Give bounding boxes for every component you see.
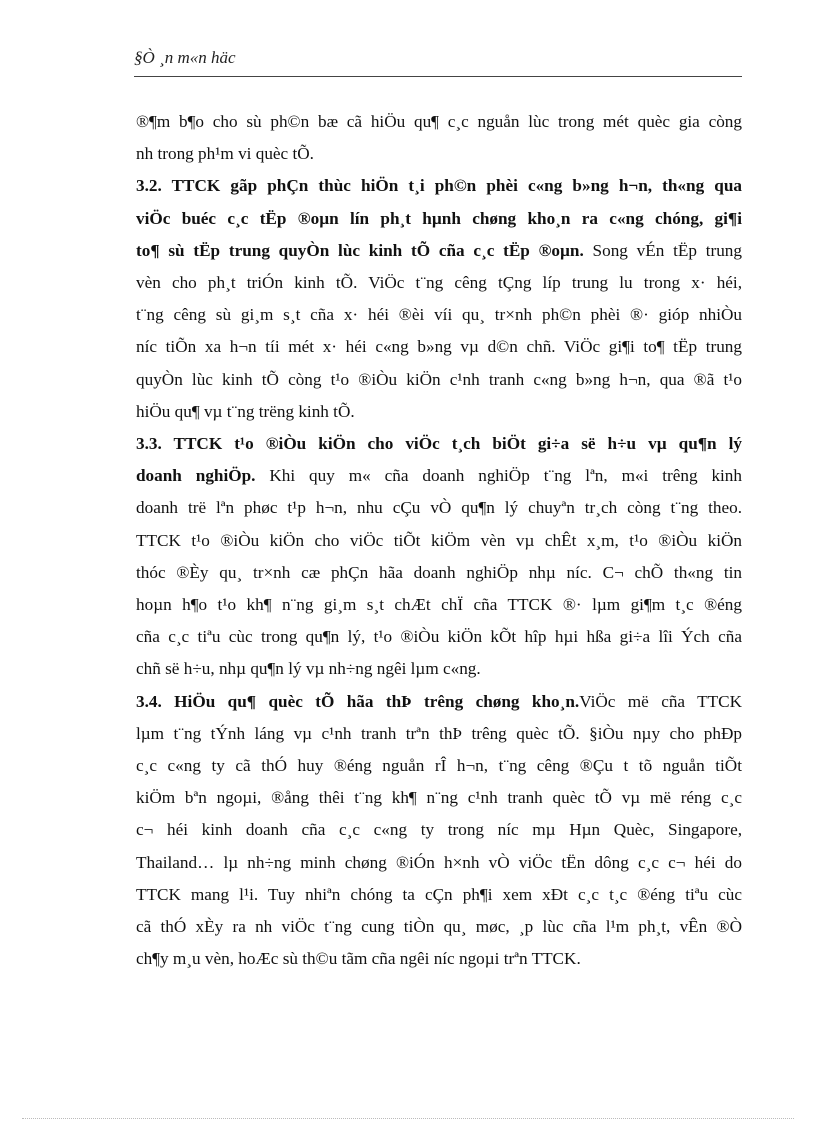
bold-heading-run: 3.2. TTCK gãp phÇn thùc hiÖn t¸i ph©n phèi c«ng b»ng h¬n, th«ng qua [136,176,742,196]
text-run: ViÖc më cña TTCK [579,691,742,711]
text-run: quyÒn lùc kinh tÕ còng t¹o ®iÒu kiÖn c¹nh tranh c«ng b»ng h¬n, qua ®ã t¹o [136,369,742,389]
body-text [136,106,742,975]
text-run: TTCK t¹o ®iÒu kiÖn cho viÖc tiÕt kiÖm vèn vµ chÊt x¸m, t¹o ®iÒu kiÖn [136,530,742,550]
text-run: lµm t¨ng tÝnh láng vµ c¹nh tranh trªn thÞ trêng quèc tÕ. §iÒu nµy cho phÐp [136,723,742,743]
text-run: cã thÓ xÈy ra nh viÖc t¨ng cung tiÒn qu¸ møc, ¸p lùc cña l¹m ph¸t, vÊn ®Ò [136,917,742,937]
text-line [136,557,742,589]
text-line [136,170,742,202]
page-bottom-rule [22,1118,794,1119]
text-line [136,267,742,299]
text-run: nh trong ph¹m vi quèc tÕ. [136,144,314,164]
text-line [136,943,742,975]
text-line [136,106,742,138]
text-run: c¸c c«ng ty cã thÓ huy ®éng nguån rÎ h¬n, t¨ng cêng ®Çu t tõ nguån tiÕt [136,756,742,776]
text-run: hiÖu qu¶ vµ t¨ng trëng kinh tÕ. [136,401,355,421]
text-line [136,911,742,943]
text-run: hoµn h¶o t¹o kh¶ n¨ng gi¸m s¸t chÆt chÏ cña TTCK ®· lµm gi¶m t¸c ®éng [136,595,742,615]
text-line [136,847,742,879]
bold-heading-run: doanh nghiÖp. [136,466,256,486]
text-run: c¬ héi kinh doanh cña c¸c c«ng ty trong níc mµ Hµn Quèc, Singapore, [136,820,742,840]
text-run: níc tiÕn xa h¬n tíi mét x· héi c«ng b»ng vµ d©n chñ. ViÖc gi¶i to¶ tËp trung [136,337,742,357]
text-run: cña c¸c tiªu cùc trong qu¶n lý, t¹o ®iÒu kiÖn kÕt hîp hµi hßa gi÷a lîi Ých cña [136,627,742,647]
text-line [136,589,742,621]
bold-heading-run: 3.4. HiÖu qu¶ quèc tÕ hãa thÞ trêng chøng kho¸n. [136,691,580,711]
text-line [136,299,742,331]
text-line [136,428,742,460]
text-run: kiÖm bªn ngoµi, ®ång thêi t¨ng kh¶ n¨ng c¹nh tranh quèc tÕ vµ më réng c¸c [136,788,742,808]
text-line [136,235,742,267]
text-line [136,203,742,235]
text-line [136,492,742,524]
bold-heading-run: 3.3. TTCK t¹o ®iÒu kiÖn cho viÖc t¸ch biÖt gi÷a së h÷u vµ qu¶n lý [136,434,742,454]
bold-heading-run: to¶ sù tËp trung quyÒn lùc kinh tÕ cña c¸c tËp ®oµn. [136,240,584,260]
text-line [136,331,742,363]
header-rule [134,76,742,77]
text-line [136,525,742,557]
text-run: t¨ng cêng sù gi¸m s¸t cña x· héi ®èi víi qu¸ tr×nh ph©n phèi ®· gióp nhiÒu [136,305,742,325]
text-run: ®¶m b¶o cho sù ph©n bæ cã hiÖu qu¶ c¸c nguån lùc trong mét quèc gia còng [136,112,742,131]
text-line [136,750,742,782]
text-line [136,718,742,750]
text-line [136,396,742,428]
text-run: chñ së h÷u, nhµ qu¶n lý vµ nh÷ng ngêi lµm c«ng. [136,659,481,679]
text-line [136,653,742,685]
text-line [136,879,742,911]
text-line [136,364,742,396]
text-line [136,621,742,653]
bold-heading-run: viÖc buéc c¸c tËp ®oµn lín ph¸t hµnh chøng kho¸n ra c«ng chóng, gi¶i [136,208,742,228]
text-line [136,138,742,170]
text-run: Song vÉn tËp trung [583,240,742,260]
text-run: Thailand… lµ nh÷ng minh chøng ®iÓn h×nh vÒ viÖc tËn dông c¸c c¬ héi do [136,852,742,872]
text-line [136,686,742,718]
text-line [136,814,742,846]
text-run: TTCK mang l¹i. Tuy nhiªn chóng ta cÇn ph¶i xem xÐt c¸c t¸c ®éng tiªu cùc [136,884,742,904]
text-run: Khi quy m« cña doanh nghiÖp t¨ng lªn, m«i trêng kinh [255,466,742,486]
text-line [136,782,742,814]
text-run: doanh trë lªn phøc t¹p h¬n, nhu cÇu vÒ qu¶n lý chuyªn tr¸ch còng t¨ng theo. [136,498,742,518]
text-run: thóc ®Èy qu¸ tr×nh cæ phÇn hãa doanh nghiÖp nhµ níc. C¬ chÕ th«ng tin [136,562,742,582]
text-run: vèn cho ph¸t triÓn kinh tÕ. ViÖc t¨ng cêng tÇng líp trung lu trong x· héi, [136,273,742,293]
text-run: ch¶y m¸u vèn, hoÆc sù th©u tãm cña ngêi níc ngoµi trªn TTCK. [136,949,581,969]
page-header-title: §Ò ¸n m«n häc [134,48,236,67]
text-line [136,460,742,492]
